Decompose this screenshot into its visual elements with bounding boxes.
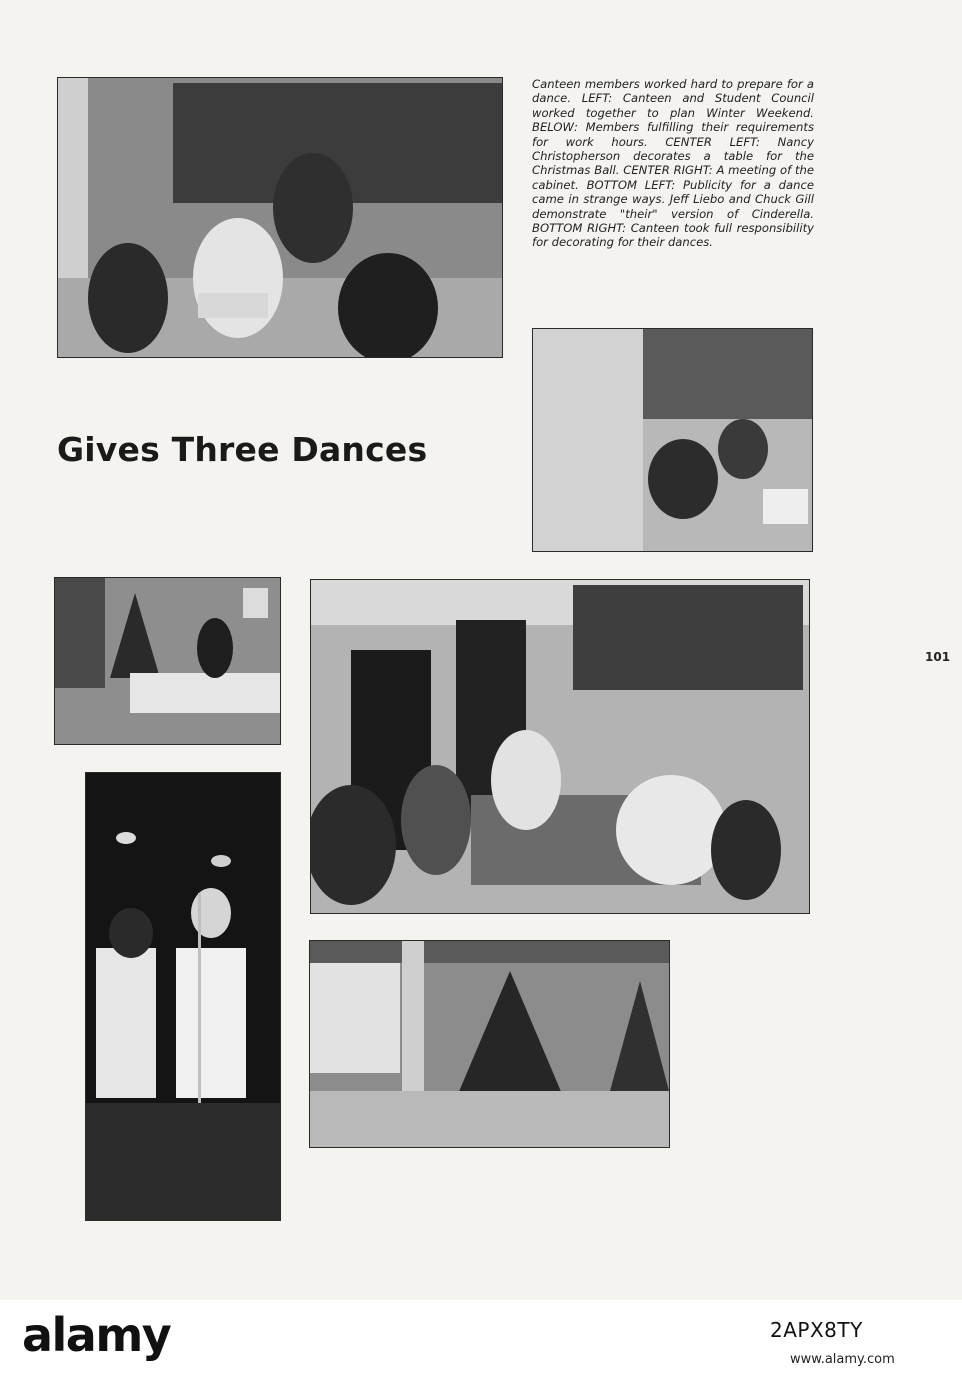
- photo-classroom-meeting: [57, 77, 503, 358]
- photo-cabinet-meeting: [310, 579, 810, 914]
- photo-cinderella-skit: [85, 772, 281, 1221]
- photo-caption: Canteen members worked hard to prepare for a dance. LEFT: Canteen and Student Council worked together to plan Winter Weekend. BELOW: Members fulfilling their requirements for work hours. CENTER LEFT: Nancy Christopherson decorates a table for the Christmas Ball. CENTER RIGHT: A meeting of the cabinet. BOTTOM LEFT: Publicity for a dance came in strange ways. Jeff Liebo and Chuck Gill demonstrate "their" version of Cinderella. BOTTOM RIGHT: Canteen took full responsibility for decorating for their dances.: [532, 77, 814, 250]
- photo-christmas-table: [54, 577, 281, 745]
- page-headline: Gives Three Dances: [57, 430, 428, 469]
- image-id: 2APX8TY: [770, 1318, 863, 1342]
- photo-members-working: [532, 328, 813, 552]
- page-number: 101: [925, 650, 951, 664]
- source-url: www.alamy.com: [790, 1352, 895, 1367]
- alamy-logo: alamy: [22, 1308, 171, 1362]
- photo-decorated-hall: [309, 940, 670, 1148]
